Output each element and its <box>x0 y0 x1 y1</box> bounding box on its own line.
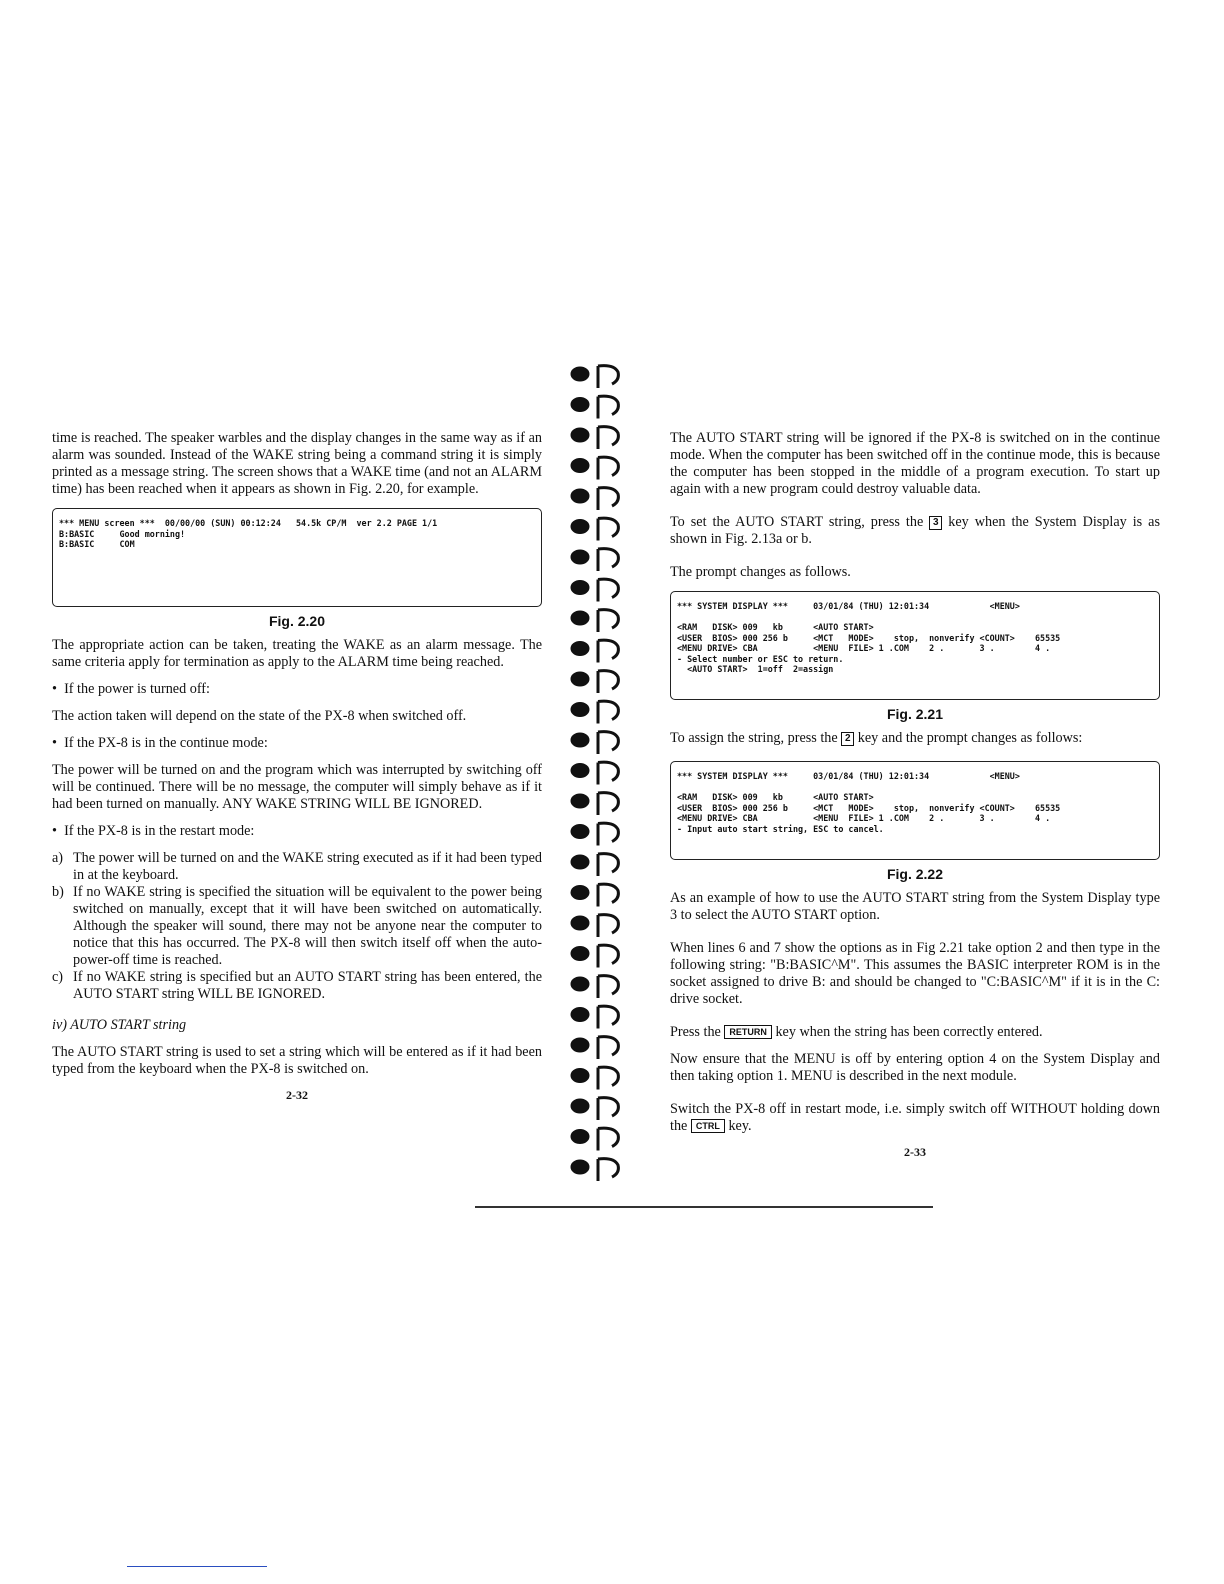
paragraph: To set the AUTO START string, press the 3 key when the System Display is as shown in Fig. 2.13a or b. <box>670 514 1161 547</box>
binding-ring <box>571 977 589 991</box>
figure-caption: Fig. 2.22 <box>886 866 944 882</box>
bullet-item: • If the PX-8 is in the restart mode: <box>52 823 542 840</box>
binding-coil <box>598 793 618 815</box>
paragraph: When lines 6 and 7 show the options as in Fig 2.21 take option 2 and then type in the following string: "B:BASIC^M". This assumes the BASIC interpreter ROM is in the socket assigned to drive B: and should be changed to "C:BASIC^M" if it is in the C: drive socket. <box>670 940 1160 1007</box>
ctrl-key-icon: CTRL <box>691 1119 725 1133</box>
binding-coil <box>598 579 618 601</box>
binding-ring <box>571 581 589 595</box>
binding-coil <box>598 701 618 723</box>
binding-ring <box>571 794 589 808</box>
system-display-screen: *** SYSTEM DISPLAY *** 03/01/84 (THU) 12:01:34 <MENU> <RAM DISK> 009 kb <AUTO START> <USER BIOS> 000 256 b <MCT MODE> stop, nonverify <COUNT> 65535 <MENU DRIVE> CBA <MENU FILE> 1 .COM 2 . 3 . 4 . - Select number or ESC to return. <AUTO START> 1=off 2=assign <box>670 591 1160 700</box>
binding-coil <box>598 671 618 693</box>
page-bottom-rule <box>475 1206 933 1208</box>
binding-ring <box>571 611 589 625</box>
list-item <box>52 969 542 1003</box>
list-letter: a) <box>52 850 64 866</box>
binding-ring <box>571 1130 589 1144</box>
section-heading: iv) AUTO START string <box>52 1017 187 1033</box>
binding-ring <box>571 703 589 717</box>
binding-ring <box>571 1038 589 1052</box>
right-page <box>670 430 1160 1160</box>
paragraph: The action taken will depend on the state of the PX-8 when switched off. <box>52 708 467 724</box>
binding-coil <box>598 488 618 510</box>
binding-ring <box>571 672 589 686</box>
binding-coil <box>598 854 618 876</box>
bullet-item: • If the power is turned off: <box>52 681 542 698</box>
list-item <box>52 850 542 884</box>
binding-ring <box>571 825 589 839</box>
menu-screen-display: *** MENU screen *** 00/00/00 (SUN) 00:12:24 54.5k CP/M ver 2.2 PAGE 1/1 B:BASIC Good morning! B:BASIC COM <box>52 508 542 607</box>
binding-ring <box>571 764 589 778</box>
binding-coil <box>598 427 618 449</box>
list-text: If no WAKE string is specified the situation will be equivalent to the power being switched on manually, except that it will have been switched on automatically. Although the speaker will sound, there may not be anyone near the computer to notice that this has occurred. The PX-8 will then switch itself off when the auto-power-off time is reached. <box>73 884 542 968</box>
page-number: 2-33 <box>904 1145 926 1159</box>
figure-caption: Fig. 2.20 <box>268 613 326 629</box>
binding-coil <box>598 457 618 479</box>
paragraph: The prompt changes as follows. <box>670 564 851 580</box>
left-page <box>52 430 542 1103</box>
binding-ring <box>571 367 589 381</box>
paragraph: The power will be turned on and the program which was interrupted by switching off will be continued. There will be no message, the computer will simply behave as if it had been turned on manually. ANY WAKE STRING WILL BE IGNORED. <box>52 762 542 812</box>
binding-ring <box>571 489 589 503</box>
paragraph: Switch the PX-8 off in restart mode, i.e. simply switch off WITHOUT holding down the CTRL key. <box>670 1101 1160 1134</box>
binding-ring <box>571 459 589 473</box>
key-2-icon: 2 <box>841 732 854 746</box>
paragraph: time is reached. The speaker warbles and the display changes in the same way as if an alarm was sounded. Instead of the WAKE string being a command string it is simply printed as a message string. The screen shows that a WAKE time (and not an ALARM time) has been reached when it appears as shown in Fig. 2.20, for example. <box>52 430 542 497</box>
binding-coil <box>598 518 618 540</box>
figure-caption: Fig. 2.21 <box>886 706 944 722</box>
list-text: The power will be turned on and the WAKE string executed as if it had been typed in at the keyboard. <box>73 850 542 883</box>
list-letter: b) <box>52 884 64 900</box>
paragraph: Press the RETURN key when the string has been correctly entered. <box>670 1024 1043 1040</box>
binding-coil <box>598 884 618 906</box>
footer-rule <box>127 1566 267 1567</box>
paragraph: Now ensure that the MENU is off by entering option 4 on the System Display and then taking option 1. MENU is described in the next module. <box>670 1051 1160 1084</box>
page-number: 2-32 <box>286 1088 308 1102</box>
bullet-item: • If the PX-8 is in the continue mode: <box>52 735 542 752</box>
binding-coil <box>598 1098 618 1120</box>
binding-ring <box>571 1160 589 1174</box>
binding-ring <box>571 855 589 869</box>
paragraph: The AUTO START string is used to set a string which will be entered as if it had been typed from the keyboard when the PX-8 is switched on. <box>52 1044 542 1077</box>
binding-ring <box>571 428 589 442</box>
binding-ring <box>571 1099 589 1113</box>
binding-ring <box>571 398 589 412</box>
binding-ring <box>571 916 589 930</box>
binding-ring <box>571 1008 589 1022</box>
list-item <box>52 884 542 969</box>
paragraph: The appropriate action can be taken, treating the WAKE as an alarm message. The same criteria apply for termination as apply to the ALARM time being reached. <box>52 637 542 670</box>
binding-coil <box>598 1037 618 1059</box>
binding-coil <box>598 1159 618 1181</box>
paragraph: The AUTO START string will be ignored if the PX-8 is switched on in the continue mode. When the computer has been switched off in the continue mode, this is because the computer has been stopped in the middle of a program execution. To start up again with a new program could destroy valuable data. <box>670 430 1160 497</box>
binding-ring <box>571 642 589 656</box>
system-display-screen: *** SYSTEM DISPLAY *** 03/01/84 (THU) 12:01:34 <MENU> <RAM DISK> 009 kb <AUTO START> <USER BIOS> 000 256 b <MCT MODE> stop, nonverify <COUNT> 65535 <MENU DRIVE> CBA <MENU FILE> 1 .COM 2 . 3 . 4 . - Input auto start string, ESC to cancel. <box>670 761 1160 860</box>
paragraph: To assign the string, press the 2 key and the prompt changes as follows: <box>670 730 1083 746</box>
lettered-list <box>52 850 542 1003</box>
binding-coil <box>598 762 618 784</box>
binding-coil <box>598 1128 618 1150</box>
binding-ring <box>571 947 589 961</box>
binding-ring <box>571 550 589 564</box>
binding-ring <box>571 520 589 534</box>
binding-coil <box>598 915 618 937</box>
binding-coil <box>598 823 618 845</box>
binding-coil <box>598 366 618 388</box>
binding-coil <box>598 396 618 418</box>
binding-coil <box>598 610 618 632</box>
list-text: If no WAKE string is specified but an AUTO START string has been entered, the AUTO START string WILL BE IGNORED. <box>73 969 542 1002</box>
binding-ring <box>571 886 589 900</box>
binding-coil <box>598 976 618 998</box>
return-key-icon: RETURN <box>724 1025 772 1039</box>
spiral-binding <box>562 352 646 1192</box>
list-letter: c) <box>52 969 64 985</box>
binding-coil <box>598 945 618 967</box>
binding-coil <box>598 1006 618 1028</box>
binding-ring <box>571 733 589 747</box>
binding-coil <box>598 1067 618 1089</box>
binding-coil <box>598 549 618 571</box>
binding-ring <box>571 1069 589 1083</box>
binding-coil <box>598 732 618 754</box>
paragraph: As an example of how to use the AUTO START string from the System Display type 3 to select the AUTO START option. <box>670 890 1160 923</box>
binding-coil <box>598 640 618 662</box>
key-3-icon: 3 <box>929 516 942 530</box>
